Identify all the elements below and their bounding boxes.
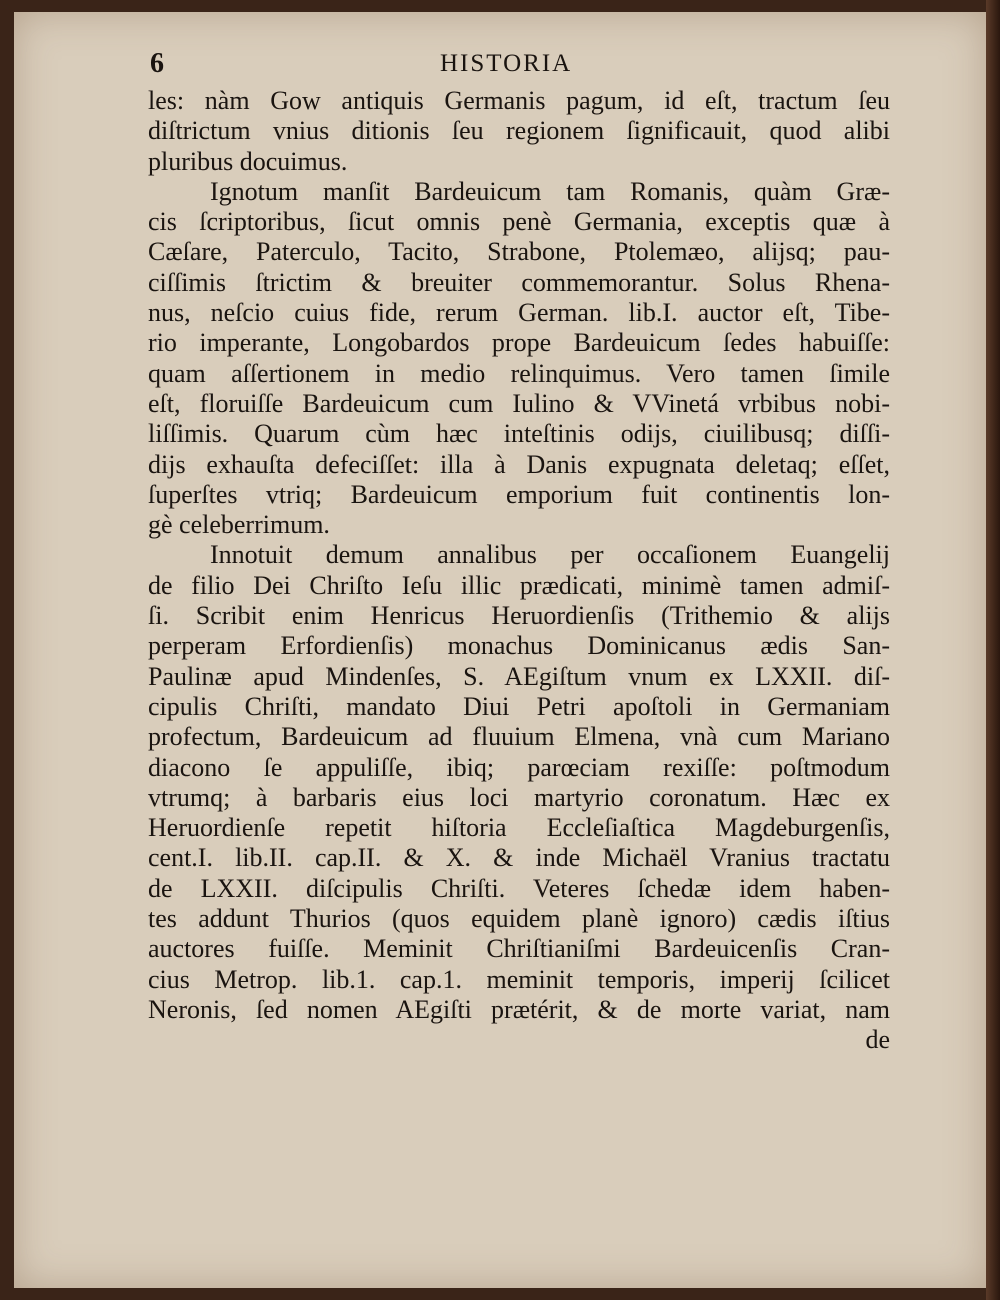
text-line: Cæſare, Paterculo, Tacito, Strabone, Ptolemæo, alijsq; pau- [148,237,890,267]
text-line: ſuperſtes vtriq; Bardeuicum emporium fuit continentis lon- [148,479,890,509]
text-line: Heruordienſe repetit hiſtoria Eccleſiaſtica Magdeburgenſis, [148,813,890,843]
text-line: rio imperante, Longobardos prope Bardeuicum ſedes habuiſſe: [148,328,890,358]
body-text [148,86,890,1056]
text-line: de filio Dei Chriſto Ieſu illic prædicati, minimè tamen admiſ- [148,570,890,600]
text-line: quam aſſertionem in medio relinquimus. Vero tamen ſimile [148,358,890,388]
text-line: cis ſcriptoribus, ſicut omnis penè Germania, exceptis quæ à [148,207,890,237]
text-line: liſſimis. Quarum cùm hæc inteſtinis odijs, ciuilibusq; diſſi- [148,419,890,449]
text-line: ſi. Scribit enim Henricus Heruordienſis (Trithemio & alijs [148,601,890,631]
text-line: les: nàm Gow antiquis Germanis pagum, id eſt, tractum ſeu [148,86,890,115]
text-line: Ignotum manſit Bardeuicum tam Romanis, quàm Græ- [210,176,890,206]
text-line: pluribus docuimus. [148,146,348,176]
page-edge [986,0,1000,1300]
text-line: nus, neſcio cuius fide, rerum German. lib.I. auctor eſt, Tibe- [148,298,890,328]
text-line: cent.I. lib.II. cap.II. & X. & inde Michaël Vranius tractatu [148,843,890,873]
text-line: eſt, floruiſſe Bardeuicum cum Iulino & VVinetá vrbibus nobi- [148,388,890,418]
text-line: Paulinæ apud Mindenſes, S. AEgiſtum vnum ex LXXII. diſ- [148,661,890,691]
text-line: cius Metrop. lib.1. cap.1. meminit temporis, imperij ſcilicet [148,964,890,994]
page-header [150,48,890,84]
text-line: Innotuit demum annalibus per occaſionem Euangelij [210,540,890,570]
text-line: Neronis, ſed nomen AEgiſti prætérit, & de morte variat, nam [148,994,890,1024]
text-line: dijs exhauſta defeciſſet: illa à Danis expugnata deletaq; eſſet, [148,449,890,479]
text-line: auctores fuiſſe. Meminit Chriſtianiſmi Bardeuicenſis Cran- [148,934,890,964]
text-line: tes addunt Thurios (quos equidem planè ignoro) cædis iſtius [148,904,890,934]
text-line: de LXXII. diſcipulis Chriſti. Veteres ſchedæ idem haben- [148,873,890,903]
page-number: 6 [150,48,164,79]
text-line: vtrumq; à barbaris eius loci martyrio coronatum. Hæc ex [148,782,890,812]
text-line: diacono ſe appuliſſe, ibiq; parœciam rexiſſe: poſtmodum [148,752,890,782]
text-line: diſtrictum vnius ditionis ſeu regionem ſignificauit, quod alibi [148,116,890,146]
text-line: gè celeberrimum. [148,510,330,540]
text-line: profectum, Bardeuicum ad fluuium Elmena, vnà cum Mariano [148,722,890,752]
running-title: HISTORIA [440,50,573,77]
text-line: perperam Erfordienſis) monachus Dominicanus ædis San- [148,631,890,661]
text-line: ciſſimis ſtrictim & breuiter commemorantur. Solus Rhena- [148,267,890,297]
catchword: de [865,1025,890,1055]
text-line: cipulis Chriſti, mandato Diui Petri apoſtoli in Germaniam [148,691,890,721]
